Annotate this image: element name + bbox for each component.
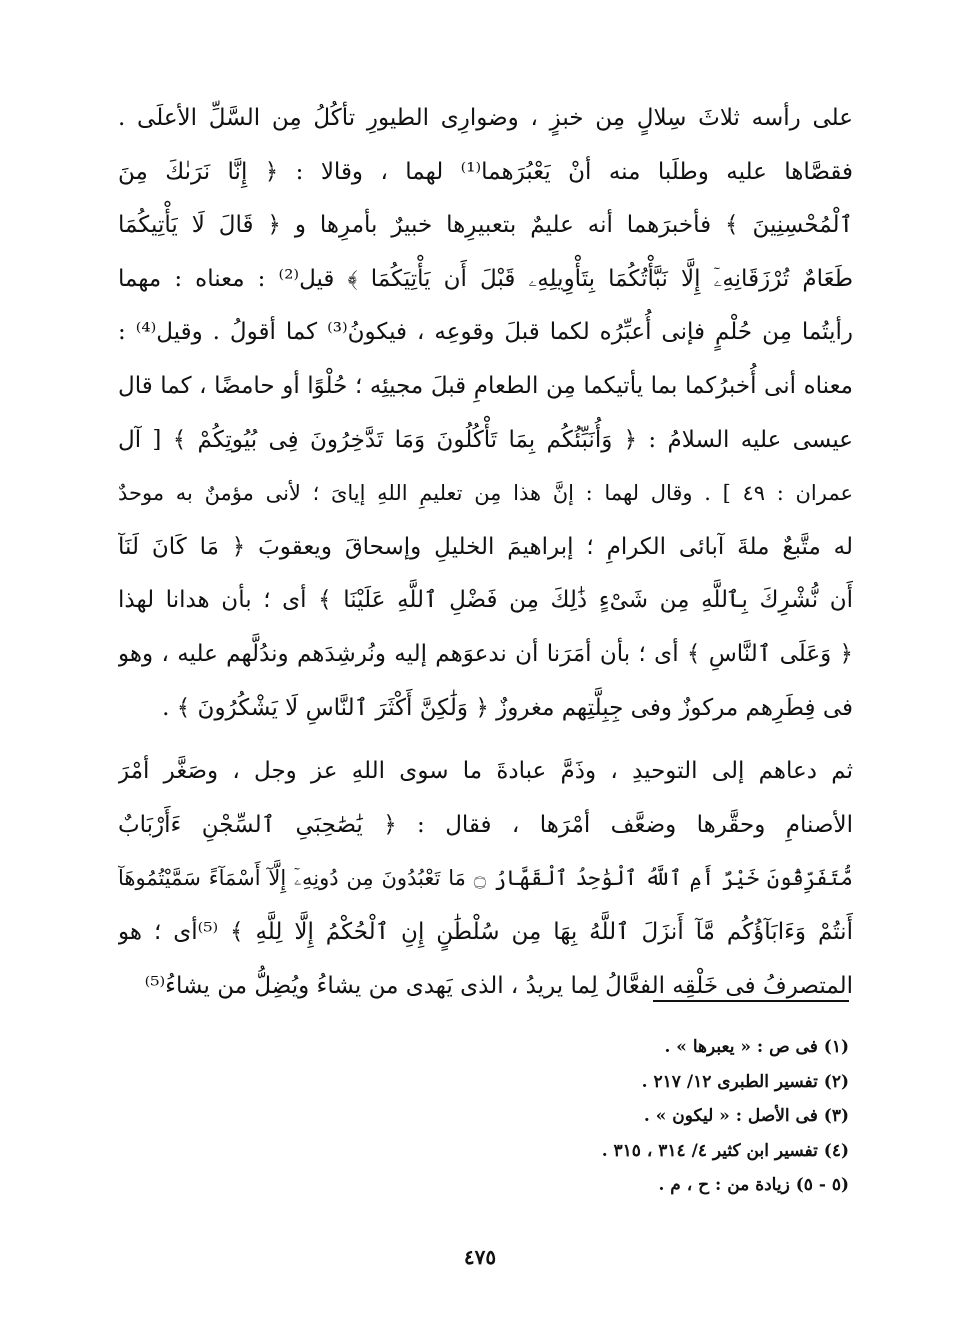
text-line: ثم دعاهم إلى التوحيدِ ، وذَمَّ عبادةَ ما سوى اللهِ عز وجل ، وصَغَّر أمْرَ (118, 758, 853, 785)
text-line: ٱلْمُحْسِنِينَ ﴾ فأخبرَهما أنه عليمٌ بتعبيرِها خبيرٌ بأمرِها و ﴿ قَالَ لَا يَأْتِيكُمَا (118, 212, 853, 239)
text-line: على رأسه ثلاثَ سِلالٍ مِن خبزٍ ، وضوارِى الطيورِ تأكُلُ مِن السَّلِّ الأعلَى . (118, 105, 853, 131)
main-text (118, 92, 853, 1013)
text-line: عيسى عليه السلامُ : ﴿ وَأُنَبِّئُكُم بِمَا تَأْكُلُونَ وَمَا تَدَّخِرُونَ فِى بُيُوتِكُمْ ﴾ [ آل (118, 426, 853, 453)
paragraph-gap (118, 735, 853, 745)
footnote: (١) فى ص : « يعبرها » . (664, 1037, 849, 1057)
footnote: (٢) تفسير الطبرى ١٢/ ٢١٧ . (641, 1071, 849, 1092)
text-line: أَنتُمْ وَءَابَآؤُكُم مَّآ أَنزَلَ ٱللَّهُ بِهَا مِن سُلْطَٰنٍ إِنِ ٱلْحُكْمُ إِلَّا لِلَّهِ ﴾ ⁽⁵⁾أى ؛ هو (118, 918, 853, 945)
text-line: أَن نُّشْرِكَ بِٱللَّهِ مِن شَىْءٍ ذَٰلِكَ مِن فَضْلِ ٱللَّهِ عَلَيْنَا ﴾ أى ؛ بأن هدانا لهذا (118, 587, 853, 614)
text-line: رأيتُما مِن حُلْمٍ فإنى أُعبِّرُه لكما قبلَ وقوعِه ، فيكونُ⁽³⁾ كما أقولُ . وقيل⁽⁴⁾ : (118, 319, 853, 346)
text-line: مُّتَفَرِّقُونَ خَيْرٌ أَمِ ٱللَّهُ ٱلْوَٰحِدُ ٱلْقَهَّارُ ۝ مَا تَعْبُدُونَ مِن دُونِهِۦٓ إِلَّآ أَسْمَآءً سَمَّيْتُمُوهَآ (118, 866, 853, 891)
footnotes (300, 1030, 849, 1203)
text-line: طَعَامٌ تُرْزَقَانِهِۦٓ إِلَّا نَبَّأْتُكُمَا بِتَأْوِيلِهِۦ قَبْلَ أَن يَأْتِيَكُمَا ﴾ قيل⁽²⁾ : معناه : مهما (118, 265, 853, 292)
text-line: له متَّبعٌ ملةَ آبائى الكرامِ ؛ إبراهيمَ الخليلِ وإسحاقَ ويعقوبَ ﴿ مَا كَانَ لَنَآ (118, 533, 853, 560)
footnote-separator (653, 1000, 849, 1002)
paragraph (118, 92, 853, 735)
footnote: (٣) فى الأصل : « ليكون » . (643, 1106, 849, 1126)
text-line: الأصنامِ وحقَّرها وضعَّف أمْرَها ، فقال : ﴿ يَٰصَٰحِبَىِ ٱلسِّجْنِ ءَأَرْبَابٌ (118, 811, 853, 838)
text-line: المتصرفُ فى خَلْقِه الفعَّالُ لِما يريدُ ، الذى يَهدى من يشاءُ ويُضِلُّ من يشاءُ⁽⁵⁾ (144, 972, 853, 999)
paragraph (118, 745, 853, 1013)
footnote: (٥ - ٥) زيادة من : ح ، م . (658, 1175, 849, 1195)
text-line: فقصَّاها عليه وطلَبا منه أنْ يَعْبُرَهما⁽¹⁾ لهما ، وقالا : ﴿ إِنَّا نَرَىٰكَ مِنَ (118, 158, 853, 185)
footnote: (٤) تفسير ابن كثير ٤/ ٣١٤ ، ٣١٥ . (601, 1140, 849, 1161)
text-line: معناه أنى أُخبرُكما بما يأتيكما مِن الطعامِ قبلَ مجيئِه ؛ حُلْوًا أو حامضًا ، كما قال (118, 372, 853, 399)
text-line: ﴿ وَعَلَى ٱلنَّاسِ ﴾ أى ؛ بأن أمَرَنا أن ندعوَهم إليه ونُرشِدَهم وندُلَّهم عليه ، وهو (118, 640, 853, 667)
text-line: فى فِطَرِهم مركوزٌ وفى جِبِلَّتِهم مغروزٌ ﴿ وَلَٰكِنَّ أَكْثَرَ ٱلنَّاسِ لَا يَشْكُرُونَ ﴾ . (162, 694, 853, 721)
text-line: عمران : ٤٩ ] . وقال لهما : إنَّ هذا مِن تعليمِ اللهِ إياىَ ؛ لأنى مؤمنٌ به موحدٌ (118, 481, 853, 506)
page-number: ٤٧٥ (463, 1245, 497, 1269)
